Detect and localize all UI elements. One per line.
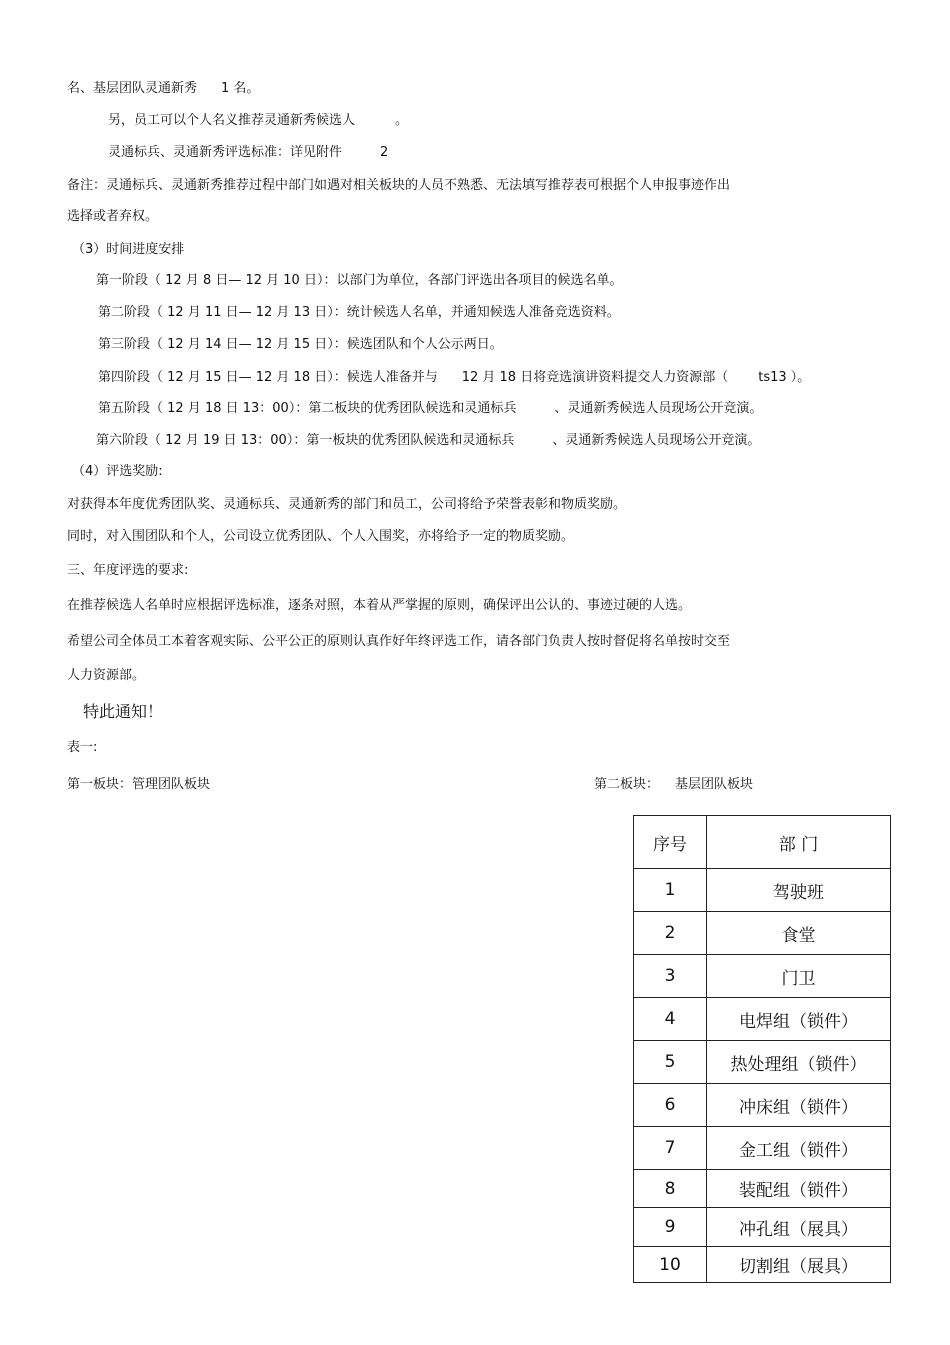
header-department: 部 门 xyxy=(707,816,891,869)
cell-serial: 7 xyxy=(634,1127,707,1170)
table-label: 表一: xyxy=(67,740,98,755)
table-row xyxy=(634,869,891,912)
text-seg: 、灵通新秀候选人员现场公开竞演。 xyxy=(552,433,761,448)
text-seg: 灵通标兵、灵通新秀评选标准：详见附件 xyxy=(108,145,343,160)
requirement-line-1: 在推荐候选人名单时应根据评选标准，逐条对照，本着从严掌握的原则，确保评出公认的、事迹过硬的人选。 xyxy=(67,598,692,613)
cell-department: 电焊组（锁件） xyxy=(707,998,891,1041)
table-row xyxy=(634,1127,891,1170)
cell-department: 冲孔组（展具） xyxy=(707,1208,891,1247)
text-seg: 第二板块： xyxy=(594,777,660,792)
cell-department: 门卫 xyxy=(707,955,891,998)
table-row xyxy=(634,955,891,998)
reward-line-2: 同时，对入围团队和个人，公司设立优秀团队、个人入围奖，亦将给予一定的物质奖励。 xyxy=(67,529,575,544)
cell-serial: 6 xyxy=(634,1084,707,1127)
stage-6 xyxy=(96,432,760,450)
note-line-2: 选择或者弃权。 xyxy=(67,209,159,224)
text-seg: 基层团队板块 xyxy=(675,777,754,792)
stage-5 xyxy=(98,400,762,418)
cell-serial: 1 xyxy=(634,869,707,912)
text-seg: 第四阶段（ 12 月 15 日— 12 月 18 日）：候选人准备并与 xyxy=(98,370,438,385)
text-seg: 。 xyxy=(395,113,409,128)
cell-department: 冲床组（锁件） xyxy=(707,1084,891,1127)
cell-serial: 2 xyxy=(634,912,707,955)
cell-serial: 5 xyxy=(634,1041,707,1084)
cell-department: 驾驶班 xyxy=(707,869,891,912)
text-line-2 xyxy=(108,112,408,130)
section-3-heading: （3）时间进度安排 xyxy=(72,242,185,257)
text-line-1 xyxy=(67,80,259,98)
stage-4 xyxy=(98,369,810,387)
text-seg: ts13 ）。 xyxy=(758,370,811,385)
text-seg: 2 xyxy=(380,145,389,160)
table-row xyxy=(634,1170,891,1208)
note-line-1: 备注：灵通标兵、灵通新秀推荐过程中部门如遇对相关板块的人员不熟悉、无法填写推荐表可根据个人申报事迹作出 xyxy=(67,178,731,193)
requirement-line-2: 希望公司全体员工本着客观实际、公平公正的原则认真作好年终评选工作，请各部门负责人按时督促将名单按时交至 xyxy=(67,634,731,649)
requirements-heading: 三、年度评选的要求: xyxy=(67,563,189,578)
cell-serial: 9 xyxy=(634,1208,707,1247)
cell-department: 食堂 xyxy=(707,912,891,955)
text-seg: 名、基层团队灵通新秀 xyxy=(67,81,198,96)
text-seg: 另，员工可以个人名义推荐灵通新秀候选人 xyxy=(108,113,356,128)
notice-closing: 特此通知！ xyxy=(83,702,164,721)
stage-3: 第三阶段（ 12 月 14 日— 12 月 15 日）：候选团队和个人公示两日。 xyxy=(98,337,503,352)
text-seg: 12 月 18 日将竞选演讲资料提交人力资源部（ xyxy=(461,370,729,385)
cell-serial: 8 xyxy=(634,1170,707,1208)
block-2-label xyxy=(594,776,753,794)
block-1-label: 第一板块：管理团队板块 xyxy=(67,777,211,792)
cell-department: 装配组（锁件） xyxy=(707,1170,891,1208)
stage-2: 第二阶段（ 12 月 11 日— 12 月 13 日）：统计候选人名单，并通知候选人准备竞选资料。 xyxy=(98,305,620,320)
table-row xyxy=(634,912,891,955)
stage-1: 第一阶段（ 12 月 8 日— 12 月 10 日）：以部门为单位，各部门评选出各项目的候选名单。 xyxy=(96,273,623,288)
requirement-line-3: 人力资源部。 xyxy=(67,668,146,683)
table-header-row xyxy=(634,816,891,869)
cell-serial: 10 xyxy=(634,1247,707,1283)
text-line-3 xyxy=(108,144,388,162)
department-table xyxy=(633,815,891,1283)
table-row xyxy=(634,1208,891,1247)
text-seg: 、灵通新秀候选人员现场公开竞演。 xyxy=(554,401,763,416)
text-seg: 第六阶段（ 12 月 19 日 13：00）：第一板块的优秀团队候选和灵通标兵 xyxy=(96,433,515,448)
text-seg: 第五阶段（ 12 月 18 日 13：00）：第二板块的优秀团队候选和灵通标兵 xyxy=(98,401,517,416)
table-row xyxy=(634,1041,891,1084)
cell-serial: 3 xyxy=(634,955,707,998)
cell-serial: 4 xyxy=(634,998,707,1041)
table-row xyxy=(634,998,891,1041)
cell-department: 金工组（锁件） xyxy=(707,1127,891,1170)
table-row xyxy=(634,1247,891,1283)
header-serial: 序号 xyxy=(634,816,707,869)
table-row xyxy=(634,1084,891,1127)
reward-line-1: 对获得本年度优秀团队奖、灵通标兵、灵通新秀的部门和员工，公司将给予荣誉表彰和物质奖励。 xyxy=(67,497,627,512)
text-seg: 1 名。 xyxy=(221,81,260,96)
section-4-heading: （4）评选奖励: xyxy=(72,464,163,479)
cell-department: 热处理组（锁件） xyxy=(707,1041,891,1084)
cell-department: 切割组（展具） xyxy=(707,1247,891,1283)
